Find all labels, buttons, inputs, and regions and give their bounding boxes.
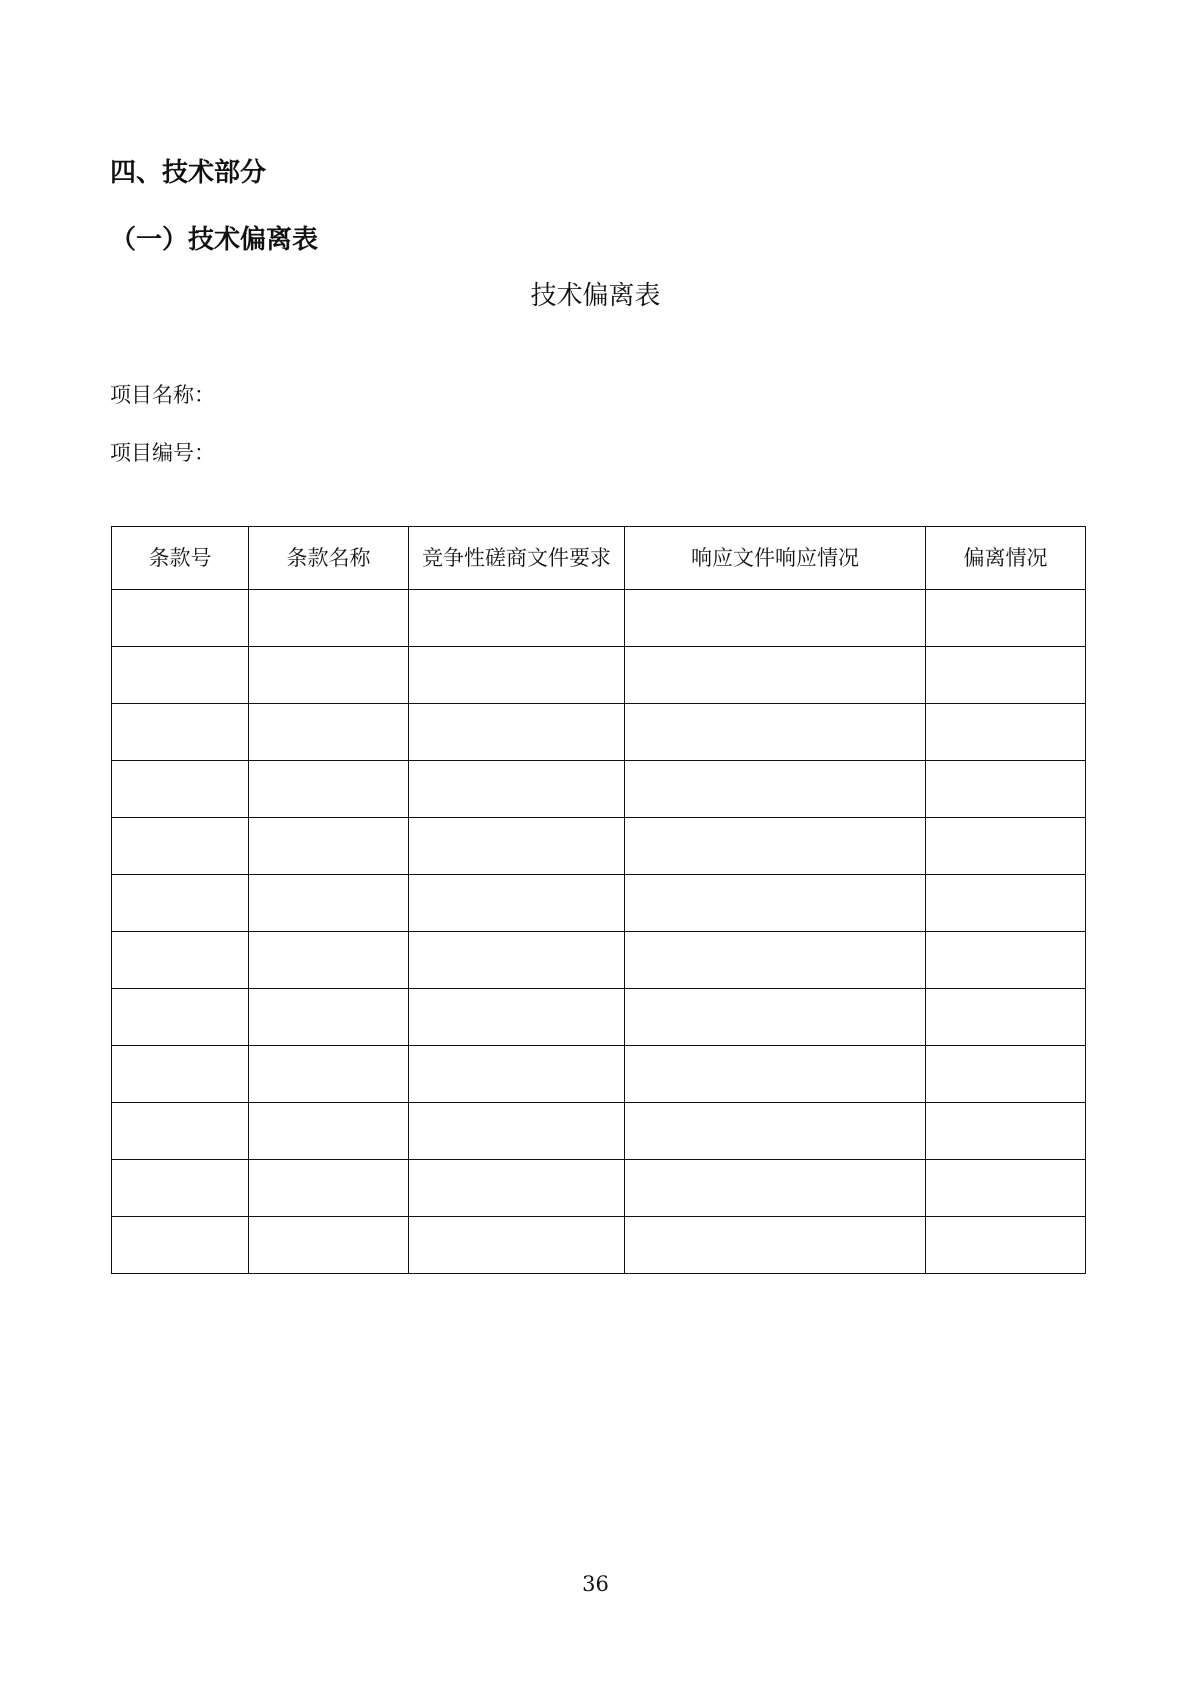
table-cell[interactable] xyxy=(249,647,409,704)
table-cell[interactable] xyxy=(249,761,409,818)
table-cell[interactable] xyxy=(249,818,409,875)
table-header-row xyxy=(112,527,1086,590)
table-row xyxy=(112,761,1086,818)
table-cell[interactable] xyxy=(625,590,926,647)
table-cell[interactable] xyxy=(926,704,1086,761)
table-cell[interactable] xyxy=(625,818,926,875)
table-cell[interactable] xyxy=(625,704,926,761)
table-cell[interactable] xyxy=(409,818,625,875)
table-cell[interactable] xyxy=(926,1046,1086,1103)
header-clause-name: 条款名称 xyxy=(249,527,409,590)
table-cell[interactable] xyxy=(926,761,1086,818)
table-cell[interactable] xyxy=(409,704,625,761)
table-row xyxy=(112,1046,1086,1103)
table-cell[interactable] xyxy=(409,989,625,1046)
table-cell[interactable] xyxy=(249,704,409,761)
table-cell[interactable] xyxy=(409,590,625,647)
table-cell[interactable] xyxy=(409,875,625,932)
table-cell[interactable] xyxy=(112,989,249,1046)
table-body xyxy=(112,590,1086,1274)
table-cell[interactable] xyxy=(926,875,1086,932)
table-cell[interactable] xyxy=(112,1046,249,1103)
table-cell[interactable] xyxy=(926,818,1086,875)
header-deviation-status: 偏离情况 xyxy=(926,527,1086,590)
table-cell[interactable] xyxy=(249,1103,409,1160)
table-row xyxy=(112,590,1086,647)
table-cell[interactable] xyxy=(249,1046,409,1103)
table-cell[interactable] xyxy=(249,932,409,989)
table-cell[interactable] xyxy=(249,875,409,932)
table-cell[interactable] xyxy=(112,1103,249,1160)
table-row xyxy=(112,989,1086,1046)
table-cell[interactable] xyxy=(409,1217,625,1274)
table-cell[interactable] xyxy=(112,590,249,647)
table-cell[interactable] xyxy=(409,1046,625,1103)
table-cell[interactable] xyxy=(926,647,1086,704)
table-cell[interactable] xyxy=(625,1160,926,1217)
table-row xyxy=(112,875,1086,932)
table-cell[interactable] xyxy=(625,1046,926,1103)
table-row xyxy=(112,818,1086,875)
table-cell[interactable] xyxy=(112,1217,249,1274)
table-cell[interactable] xyxy=(112,1160,249,1217)
table-cell[interactable] xyxy=(409,647,625,704)
table-row xyxy=(112,1160,1086,1217)
header-clause-number: 条款号 xyxy=(112,527,249,590)
form-title: 技术偏离表 xyxy=(530,281,661,311)
table-cell[interactable] xyxy=(409,761,625,818)
table-cell[interactable] xyxy=(409,1103,625,1160)
table-cell[interactable] xyxy=(112,875,249,932)
table-cell[interactable] xyxy=(112,704,249,761)
table-cell[interactable] xyxy=(249,590,409,647)
table-cell[interactable] xyxy=(112,647,249,704)
table-row xyxy=(112,932,1086,989)
table-cell[interactable] xyxy=(926,1103,1086,1160)
table-cell[interactable] xyxy=(112,932,249,989)
table-cell[interactable] xyxy=(926,590,1086,647)
table-row xyxy=(112,647,1086,704)
table-cell[interactable] xyxy=(625,647,926,704)
table-row xyxy=(112,1217,1086,1274)
table-cell[interactable] xyxy=(926,932,1086,989)
header-response-status: 响应文件响应情况 xyxy=(625,527,926,590)
table-cell[interactable] xyxy=(625,989,926,1046)
project-number-label: 项目编号： xyxy=(110,441,215,465)
header-consultation-requirement: 竞争性磋商文件要求 xyxy=(409,527,625,590)
technical-deviation-table xyxy=(111,526,1086,1274)
table-cell[interactable] xyxy=(249,989,409,1046)
subsection-heading: （一）技术偏离表 xyxy=(110,225,319,255)
table-cell[interactable] xyxy=(112,818,249,875)
table-cell[interactable] xyxy=(926,1217,1086,1274)
table-cell[interactable] xyxy=(249,1160,409,1217)
section-heading: 四、技术部分 xyxy=(110,158,267,188)
page-number: 36 xyxy=(582,1572,609,1596)
table-row xyxy=(112,704,1086,761)
table-cell[interactable] xyxy=(625,1103,926,1160)
table-cell[interactable] xyxy=(625,761,926,818)
table-cell[interactable] xyxy=(926,989,1086,1046)
table-cell[interactable] xyxy=(409,1160,625,1217)
table-cell[interactable] xyxy=(249,1217,409,1274)
project-name-label: 项目名称： xyxy=(110,383,215,407)
table-cell[interactable] xyxy=(625,875,926,932)
table-cell[interactable] xyxy=(409,932,625,989)
table-cell[interactable] xyxy=(625,1217,926,1274)
table-cell[interactable] xyxy=(625,932,926,989)
table-cell[interactable] xyxy=(926,1160,1086,1217)
table-cell[interactable] xyxy=(112,761,249,818)
table-row xyxy=(112,1103,1086,1160)
